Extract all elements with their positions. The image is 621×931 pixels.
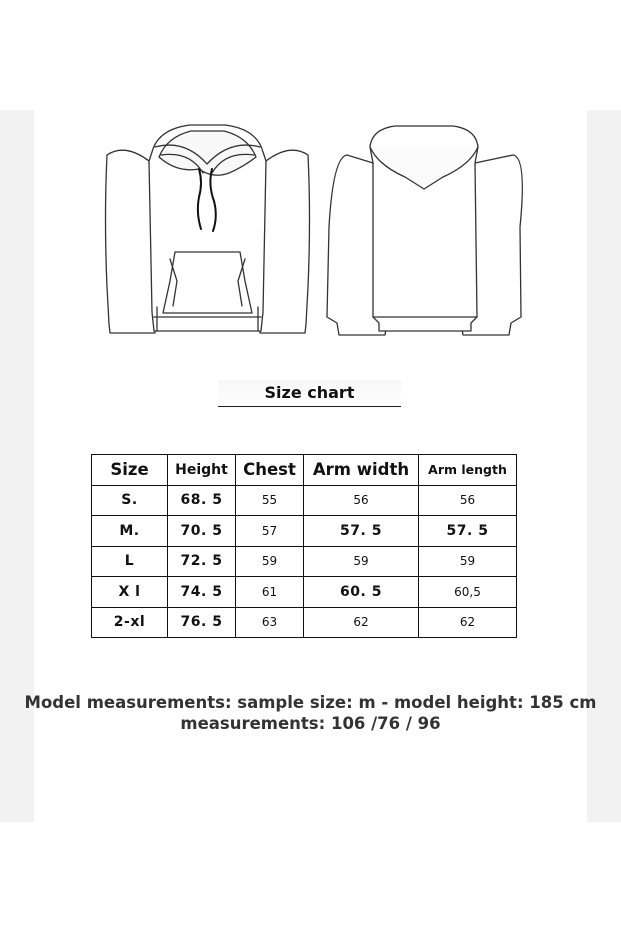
cell-chest: 59: [236, 546, 304, 577]
hoodie-illustrations: [95, 117, 525, 349]
cell-height: 72. 5: [168, 546, 236, 577]
table-row: [92, 485, 517, 516]
cell-arm-length: 57. 5: [419, 516, 517, 547]
cell-size: X l: [92, 577, 168, 608]
header-arm-length: Arm length: [419, 455, 517, 486]
cell-size: L: [92, 546, 168, 577]
cell-arm-length: 56: [419, 485, 517, 516]
table-header-row: [92, 455, 517, 486]
cell-chest: 63: [236, 607, 304, 638]
table-row: [92, 516, 517, 547]
header-height: Height: [168, 455, 236, 486]
cell-arm-width: 60. 5: [304, 577, 419, 608]
model-measurements-line-2: measurements: 106 /76 / 96: [180, 714, 441, 733]
cell-arm-width: 62: [304, 607, 419, 638]
model-measurements-line-1: Model measurements: sample size: m - model height: 185 cm: [24, 693, 597, 712]
cell-arm-length: 60,5: [419, 577, 517, 608]
cell-size: M.: [92, 516, 168, 547]
cell-chest: 55: [236, 485, 304, 516]
cell-arm-width: 57. 5: [304, 516, 419, 547]
size-chart-table: [91, 454, 517, 638]
cell-chest: 61: [236, 577, 304, 608]
table-row: [92, 577, 517, 608]
cell-arm-width: 56: [304, 485, 419, 516]
cell-height: 68. 5: [168, 485, 236, 516]
cell-arm-width: 59: [304, 546, 419, 577]
size-chart-title: Size chart: [218, 380, 401, 407]
cell-chest: 57: [236, 516, 304, 547]
cell-arm-length: 62: [419, 607, 517, 638]
cell-arm-length: 59: [419, 546, 517, 577]
header-size: Size: [92, 455, 168, 486]
cell-height: 76. 5: [168, 607, 236, 638]
cell-height: 74. 5: [168, 577, 236, 608]
table-row: [92, 546, 517, 577]
hoodie-back-icon: [327, 126, 522, 335]
table-row: [92, 607, 517, 638]
cell-size: 2-xl: [92, 607, 168, 638]
model-measurements: [0, 692, 621, 734]
cell-size: S.: [92, 485, 168, 516]
header-arm-width: Arm width: [304, 455, 419, 486]
cell-height: 70. 5: [168, 516, 236, 547]
header-chest: Chest: [236, 455, 304, 486]
hoodie-front-icon: [106, 125, 310, 333]
